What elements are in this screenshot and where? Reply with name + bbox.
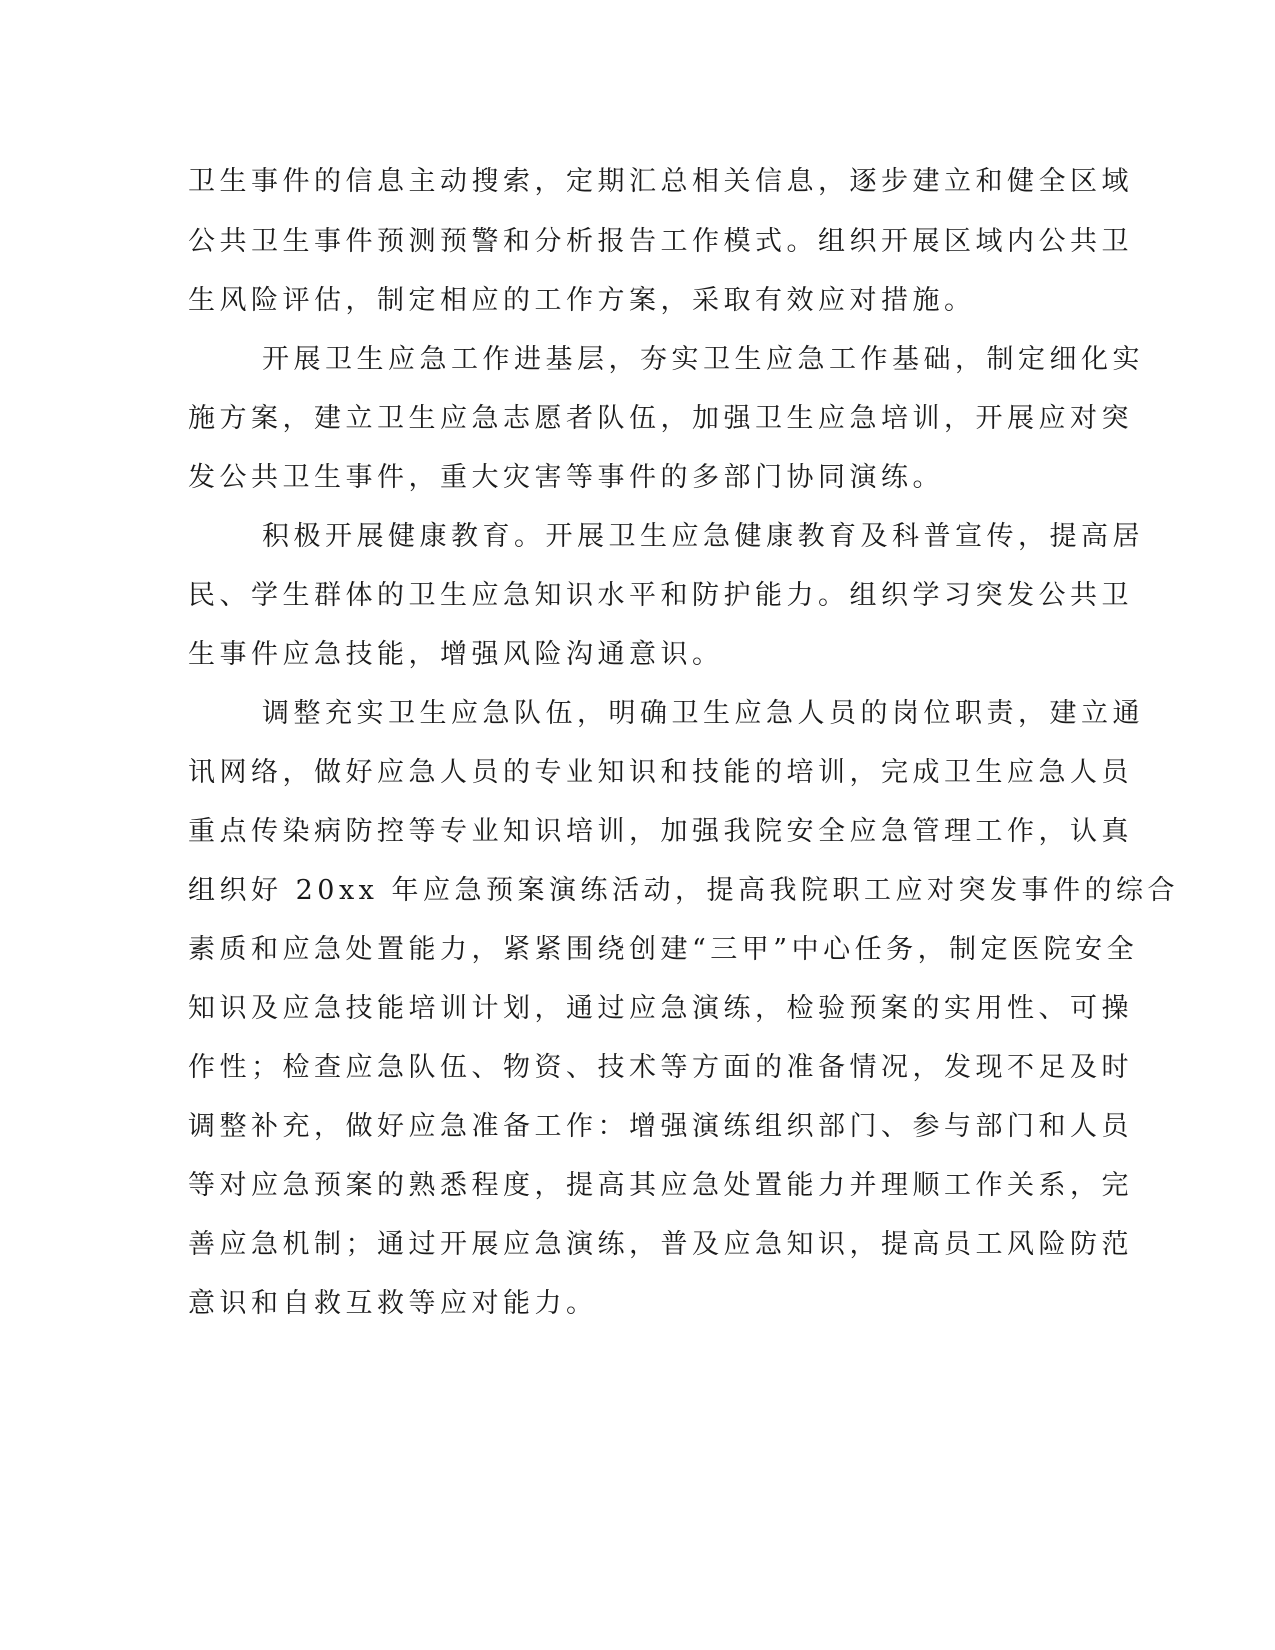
text-line: 素质和应急处置能力，紧紧围绕创建“三甲”中心任务，制定医院安全	[188, 934, 1139, 965]
text-line: 善应急机制；通过开展应急演练，普及应急知识，提高员工风险防范	[188, 1229, 1133, 1260]
text-line: 讯网络，做好应急人员的专业知识和技能的培训，完成卫生应急人员	[188, 757, 1133, 788]
text-line: 施方案，建立卫生应急志愿者队伍，加强卫生应急培训，开展应对突	[188, 403, 1133, 434]
text-line: 发公共卫生事件，重大灾害等事件的多部门协同演练。	[188, 462, 944, 493]
text-line: 等对应急预案的熟悉程度，提高其应急处置能力并理顺工作关系，完	[188, 1170, 1133, 1201]
text-line: 意识和自救互救等应对能力。	[188, 1288, 598, 1319]
text-line: 民、学生群体的卫生应急知识水平和防护能力。组织学习突发公共卫	[188, 580, 1133, 611]
text-line: 组织好 20xx 年应急预案演练活动，提高我院职工应对突发事件的综合	[188, 875, 1179, 906]
text-line: 生风险评估，制定相应的工作方案，采取有效应对措施。	[188, 285, 976, 316]
text-line: 作性；检查应急队伍、物资、技术等方面的准备情况，发现不足及时	[188, 1052, 1133, 1083]
paragraph-first-line: 调整充实卫生应急队伍，明确卫生应急人员的岗位职责，建立通	[262, 698, 1144, 729]
paragraph-first-line: 积极开展健康教育。开展卫生应急健康教育及科普宣传，提高居	[262, 521, 1144, 552]
text-line: 卫生事件的信息主动搜索，定期汇总相关信息，逐步建立和健全区域	[188, 166, 1133, 197]
text-line: 公共卫生事件预测预警和分析报告工作模式。组织开展区域内公共卫	[188, 226, 1133, 257]
text-line: 知识及应急技能培训计划，通过应急演练，检验预案的实用性、可操	[188, 993, 1133, 1024]
text-line: 生事件应急技能，增强风险沟通意识。	[188, 639, 724, 670]
paragraph-first-line: 开展卫生应急工作进基层，夯实卫生应急工作基础，制定细化实	[262, 344, 1144, 375]
text-line: 重点传染病防控等专业知识培训，加强我院安全应急管理工作，认真	[188, 816, 1133, 847]
text-line: 调整补充，做好应急准备工作：增强演练组织部门、参与部门和人员	[188, 1111, 1133, 1142]
